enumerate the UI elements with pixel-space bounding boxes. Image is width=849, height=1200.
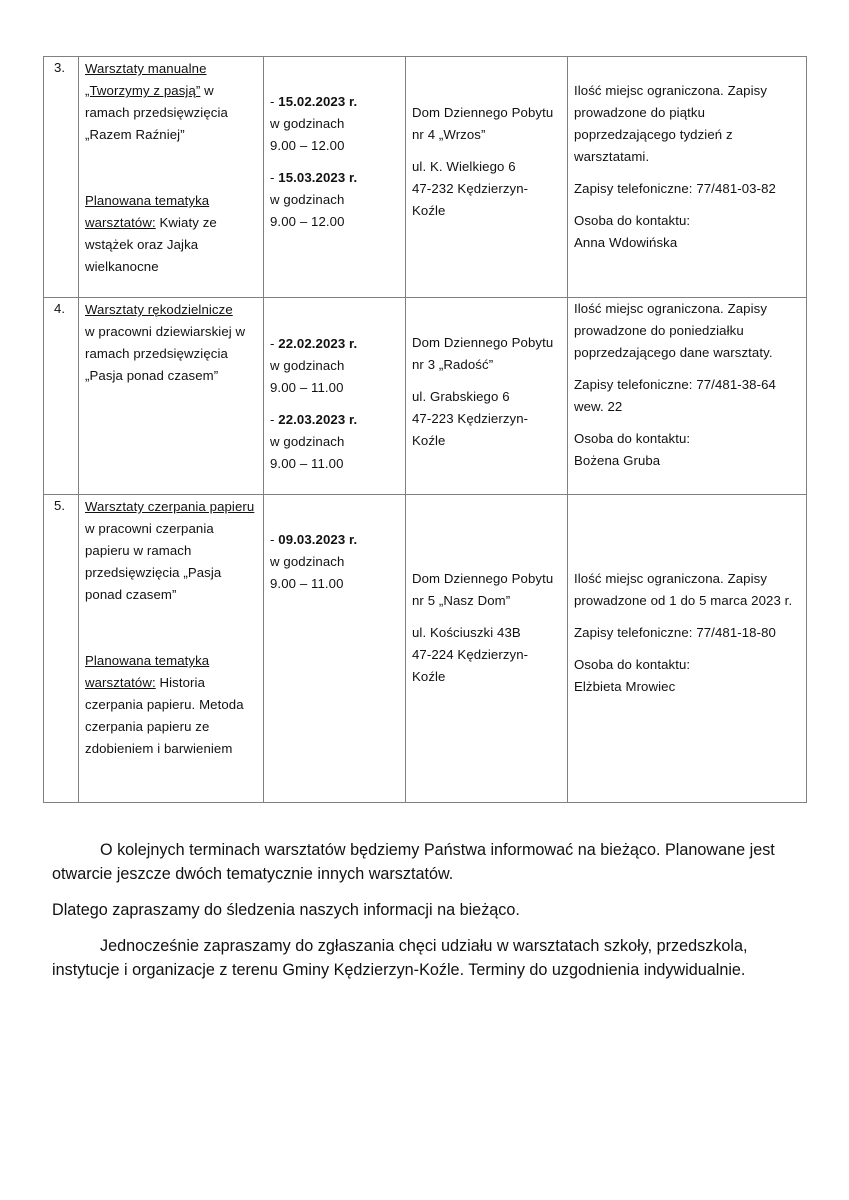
hours-label: w godzinach <box>270 434 345 449</box>
dates-cell <box>264 298 406 495</box>
place-cell <box>406 57 568 298</box>
info-cell <box>568 298 807 495</box>
workshop-title: Warsztaty manualne <box>85 61 207 76</box>
table-row <box>44 57 807 298</box>
date-value: 22.03.2023 r. <box>278 412 358 427</box>
place-name: Dom Dziennego Pobytu nr 4 „Wrzos” <box>412 105 554 142</box>
contact-name: Bożena Gruba <box>574 453 661 468</box>
hours-value: 9.00 – 12.00 <box>270 214 345 229</box>
workshop-name-cell <box>79 57 264 298</box>
info-cell <box>568 57 807 298</box>
workshop-name-cell <box>79 298 264 495</box>
date-entry: - 22.03.2023 r. w godzinach 9.00 – 11.00 <box>270 412 358 471</box>
closing-notes <box>52 838 812 994</box>
phone-info: Zapisy telefoniczne: 77/481-03-82 <box>574 181 776 196</box>
hours-label: w godzinach <box>270 192 345 207</box>
table-row <box>44 495 807 803</box>
topic-text: Kwiaty ze wstążek oraz Jajka wielkanocne <box>85 215 217 274</box>
hours-value: 9.00 – 11.00 <box>270 380 344 395</box>
hours-label: w godzinach <box>270 554 345 569</box>
workshop-description: w ramach przedsięwzięcia „Razem Raźniej” <box>85 83 228 142</box>
registration-info: Ilość miejsc ograniczona. Zapisy prowadzone od 1 do 5 marca 2023 r. <box>574 571 793 608</box>
date-entry: - 09.03.2023 r. w godzinach 9.00 – 11.00 <box>270 532 358 591</box>
registration-info: Ilość miejsc ograniczona. Zapisy prowadzone do poniedziałku poprzedzającego dane warsztaty. <box>574 301 773 360</box>
contact-label: Osoba do kontaktu: <box>574 431 691 446</box>
place-name: Dom Dziennego Pobytu nr 5 „Nasz Dom” <box>412 571 554 608</box>
date-value: 15.03.2023 r. <box>278 170 358 185</box>
topic-label: Planowana tematyka warsztatów: <box>85 653 210 690</box>
note-paragraph-3: Jednocześnie zapraszamy do zgłaszania chęci udziału w warsztatach szkoły, przedszkola, instytucje i organizacje z terenu Gminy Kędzierzyn-Koźle. Terminy do uzgodnienia indywidualnie. <box>52 937 748 979</box>
workshop-description: w pracowni dziewiarskiej w ramach przedsięwzięcia „Pasja ponad czasem” <box>85 324 246 383</box>
row-number: 4. <box>44 298 79 495</box>
workshop-name-cell <box>79 495 264 803</box>
table-row <box>44 298 807 495</box>
place-street: ul. K. Wielkiego 6 <box>412 159 516 174</box>
workshops-table <box>43 56 807 803</box>
date-value: 09.03.2023 r. <box>278 532 358 547</box>
workshop-title: Warsztaty czerpania papieru <box>85 499 255 514</box>
place-cell <box>406 495 568 803</box>
contact-label: Osoba do kontaktu: <box>574 657 691 672</box>
dates-cell <box>264 57 406 298</box>
row-number: 3. <box>44 57 79 298</box>
note-paragraph-1: O kolejnych terminach warsztatów będziemy Państwa informować na bieżąco. Planowane jest otwarcie jeszcze dwóch tematycznie innych warsztatów. <box>52 841 775 883</box>
hours-value: 9.00 – 11.00 <box>270 576 344 591</box>
place-cell <box>406 298 568 495</box>
workshop-description: w pracowni czerpania papieru w ramach przedsięwzięcia „Pasja ponad czasem” <box>85 521 222 602</box>
date-entry: - 22.02.2023 r. w godzinach 9.00 – 11.00 <box>270 336 358 395</box>
place-street: ul. Grabskiego 6 <box>412 389 510 404</box>
contact-label: Osoba do kontaktu: <box>574 213 691 228</box>
topic-label: Planowana tematyka warsztatów: <box>85 193 210 230</box>
place-street: ul. Kościuszki 43B <box>412 625 521 640</box>
hours-label: w godzinach <box>270 358 345 373</box>
workshop-title: Warsztaty rękodzielnicze <box>85 302 233 317</box>
hours-value: 9.00 – 12.00 <box>270 138 345 153</box>
hours-label: w godzinach <box>270 116 345 131</box>
phone-info: Zapisy telefoniczne: 77/481-38-64 wew. 22 <box>574 377 776 414</box>
registration-info: Ilość miejsc ograniczona. Zapisy prowadzone do piątku poprzedzającego tydzień z warsztatami. <box>574 83 768 164</box>
place-city: 47-232 Kędzierzyn-Koźle <box>412 181 529 218</box>
date-value: 22.02.2023 r. <box>278 336 358 351</box>
workshop-title-quote: „Tworzymy z pasją” <box>85 83 201 98</box>
date-entry: - 15.02.2023 r. w godzinach 9.00 – 12.00 <box>270 94 358 153</box>
contact-name: Elżbieta Mrowiec <box>574 679 676 694</box>
row-number: 5. <box>44 495 79 803</box>
topic-text: Historia czerpania papieru. Metoda czerpania papieru ze zdobieniem i barwieniem <box>85 675 244 756</box>
phone-info: Zapisy telefoniczne: 77/481-18-80 <box>574 625 776 640</box>
hours-value: 9.00 – 11.00 <box>270 456 344 471</box>
date-entry: - 15.03.2023 r. w godzinach 9.00 – 12.00 <box>270 170 358 229</box>
place-name: Dom Dziennego Pobytu nr 3 „Radość” <box>412 335 554 372</box>
note-paragraph-2: Dlatego zapraszamy do śledzenia naszych informacji na bieżąco. <box>52 901 520 919</box>
info-cell <box>568 495 807 803</box>
place-city: 47-223 Kędzierzyn-Koźle <box>412 411 529 448</box>
contact-name: Anna Wdowińska <box>574 235 678 250</box>
place-city: 47-224 Kędzierzyn-Koźle <box>412 647 529 684</box>
dates-cell <box>264 495 406 803</box>
date-value: 15.02.2023 r. <box>278 94 358 109</box>
